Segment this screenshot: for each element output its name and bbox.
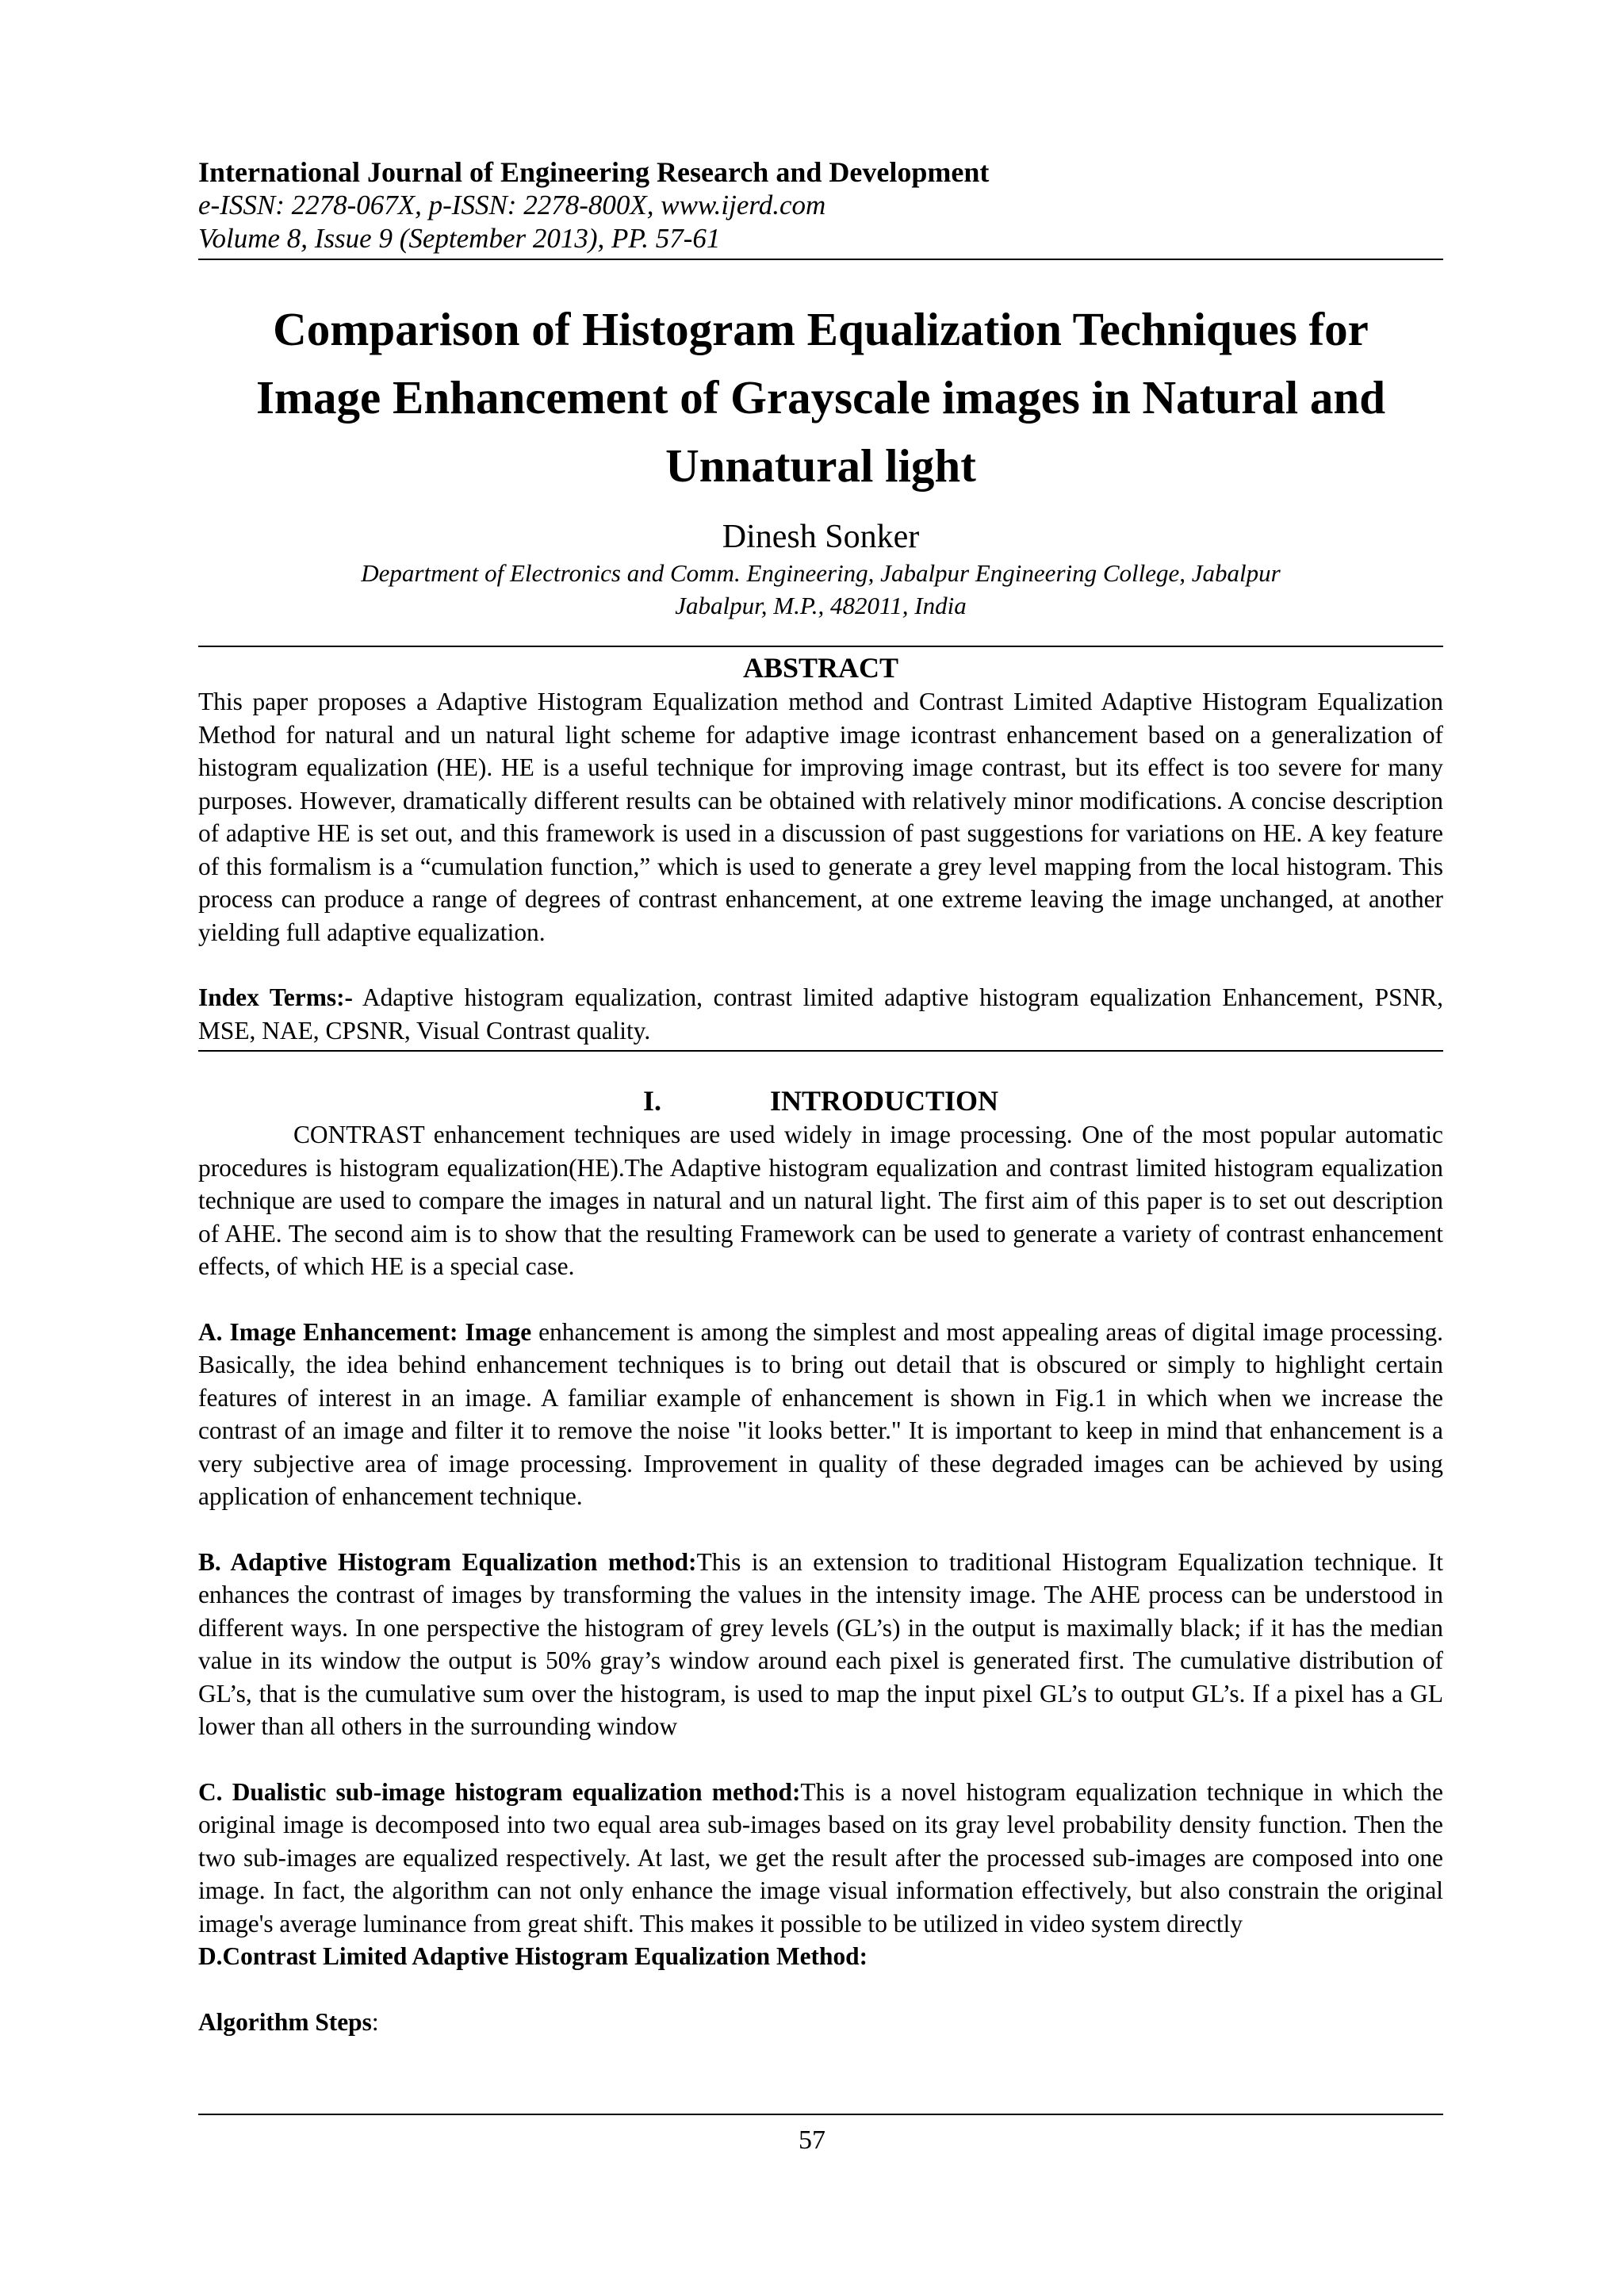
paper-title bbox=[198, 295, 1443, 500]
index-terms bbox=[198, 981, 1443, 1047]
section-title: INTRODUCTION bbox=[769, 1085, 999, 1117]
footer-rule bbox=[198, 2114, 1443, 2115]
abstract-block bbox=[198, 646, 1443, 1052]
intro-paragraph: CONTRAST enhancement techniques are used widely in image processing. One of the most popular automatic procedures is histogram equalization(HE).The Adaptive histogram equalization and contrast limited histogram equalization technique are used to compare the images in natural and un natural light. The first aim of this paper is to set out description of AHE. The second aim is to show that the resulting Framework can be used to generate a variety of contrast enhancement effects, of which HE is a special case. bbox=[198, 1121, 1443, 1280]
subsection-c bbox=[198, 1776, 1443, 1941]
index-terms-text: Adaptive histogram equalization, contrast limited adaptive histogram equalization Enhancement, PSNR, MSE, NAE, CPSNR, Visual Contrast quality. bbox=[198, 983, 1443, 1045]
abstract-text: This paper proposes a Adaptive Histogram Equalization method and Contrast Limited Adaptive Histogram Equalization Method for natural and un natural light scheme for adaptive image icontrast enhancement based on a generalization of histogram equalization (HE). HE is a useful technique for improving image contrast, but its effect is too severe for many purposes. However, dramatically different results can be obtained with relatively minor modifications. A concise description of adaptive HE is set out, and this framework is used in a discussion of past suggestions for variations on HE. A key feature of this formalism is a “cumulation function,” which is used to generate a grey level mapping from the local histogram. This process can produce a range of degrees of contrast enhancement, at one extreme leaving the image unchanged, at another yielding full adaptive equalization. bbox=[198, 688, 1443, 946]
algorithm-steps-label: Algorithm Steps bbox=[198, 2007, 372, 2036]
abstract-heading: ABSTRACT bbox=[742, 652, 899, 684]
abstract-bottom-rule bbox=[198, 1050, 1443, 1052]
author-affiliation-1: Department of Electronics and Comm. Engineering, Jabalpur Engineering College, Jabalpur bbox=[361, 559, 1281, 587]
page-number: 57 bbox=[799, 2125, 825, 2155]
subsection-b-text: This is an extension to traditional Histogram Equalization technique. It enhances the contrast of images by transforming the values in the intensity image. The AHE process can be understood in different ways. In one perspective the histogram of grey levels (GL’s) in the output is maximally black; if it has the median value in its window the output is 50% gray’s window around each pixel is generated first. The cumulative distribution of GL’s, that is the cumulative sum over the histogram, is used to map the input pixel GL’s to output GL’s. If a pixel has a GL lower than all others in the surrounding window bbox=[198, 1547, 1443, 1740]
subsection-d bbox=[198, 1940, 1443, 1973]
section-heading-introduction bbox=[198, 1083, 1443, 1118]
subsection-b bbox=[198, 1546, 1443, 1743]
subsection-a bbox=[198, 1316, 1443, 1513]
subsection-c-label: C. Dualistic sub-image histogram equalization method: bbox=[198, 1777, 801, 1806]
title-line-2: Image Enhancement of Grayscale images in Natural and bbox=[255, 371, 1386, 424]
header-rule bbox=[198, 259, 1443, 260]
author-name: Dinesh Sonker bbox=[722, 519, 920, 555]
journal-volume: Volume 8, Issue 9 (September 2013), PP. 57-61 bbox=[198, 223, 721, 254]
title-line-1: Comparison of Histogram Equalization Techniques for bbox=[273, 303, 1369, 355]
algorithm-steps bbox=[198, 2006, 1443, 2039]
abstract-top-rule bbox=[198, 646, 1443, 647]
author-affiliation-2: Jabalpur, M.P., 482011, India bbox=[675, 592, 967, 619]
journal-issn: e-ISSN: 2278-067X, p-ISSN: 2278-800X, www.ijerd.com bbox=[198, 190, 826, 220]
paper-page bbox=[198, 155, 1443, 2038]
title-line-3: Unnatural light bbox=[665, 439, 976, 492]
subsection-d-label: D.Contrast Limited Adaptive Histogram Equalization Method: bbox=[198, 1942, 868, 1970]
algorithm-steps-colon: : bbox=[371, 2007, 379, 2036]
subsection-a-text: enhancement is among the simplest and most appealing areas of digital image processing. Basically, the idea behind enhancement techniques is to bring out detail that is obscured or simply to highlight certain features of interest in an image. A familiar example of enhancement is shown in Fig.1 in which when we increase the contrast of an image and filter it to remove the noise "it looks better." It is important to keep in mind that enhancement is a very subjective area of image processing. Improvement in quality of these degraded images can be achieved by using application of enhancement technique. bbox=[198, 1317, 1443, 1510]
subsection-c-text: This is a novel histogram equalization technique in which the original image is decomposed into two equal area sub-images based on its gray level probability density function. Then the two sub-images are equalized respectively. At last, we get the result after the processed sub-images are composed into one image. In fact, the algorithm can not only enhance the image visual information effectively, but also constrain the original image's average luminance from great shift. This makes it possible to be utilized in video system directly bbox=[198, 1777, 1443, 1938]
index-terms-label: Index Terms:- bbox=[198, 983, 354, 1011]
section-number: I. bbox=[642, 1085, 661, 1117]
subsection-a-label: A. Image Enhancement: Image bbox=[198, 1317, 532, 1346]
journal-name: International Journal of Engineering Research and Development bbox=[198, 156, 990, 188]
subsection-b-label: B. Adaptive Histogram Equalization method: bbox=[198, 1547, 697, 1576]
